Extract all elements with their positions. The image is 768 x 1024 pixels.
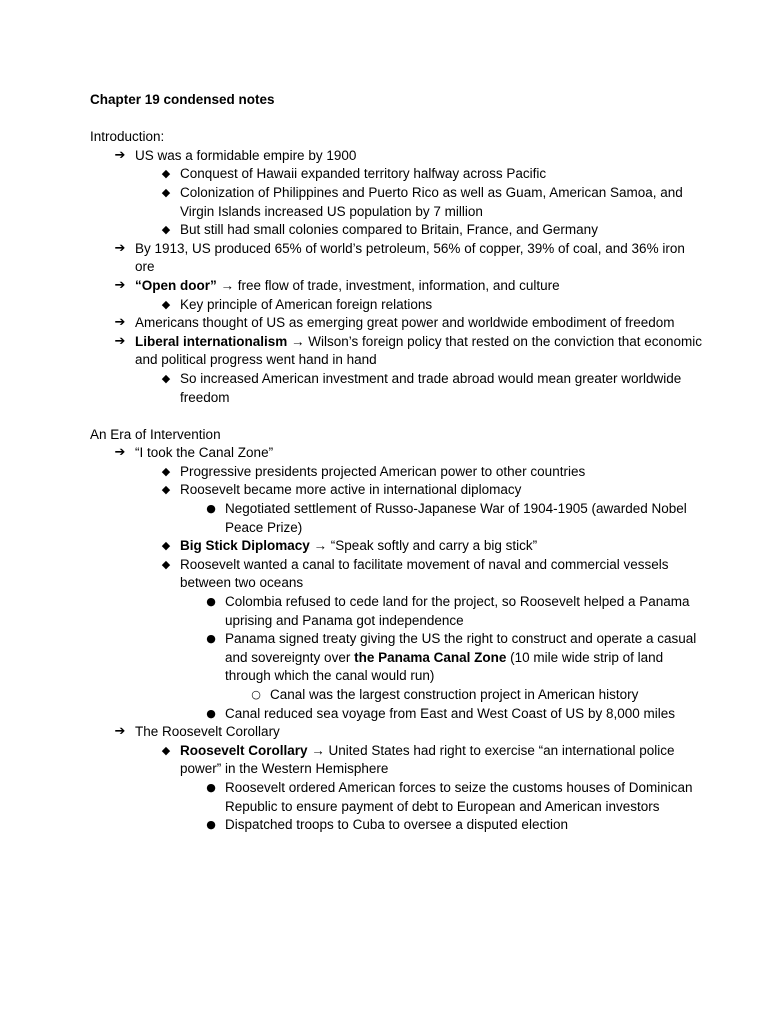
era-of-intervention-list: [90, 444, 708, 834]
circle-bullet-icon: ○: [251, 688, 261, 701]
section-heading-era-of-intervention: An Era of Intervention: [90, 426, 221, 442]
list-item: [90, 816, 708, 835]
item-text: Roosevelt wanted a canal to facilitate movement of naval and commercial vessels between two oceans: [180, 556, 669, 591]
list-item: [90, 779, 708, 816]
arrow-bullet-icon: ➔: [114, 333, 126, 349]
list-item: [90, 723, 708, 742]
dot-bullet-icon: ●: [206, 818, 216, 832]
list-item: [90, 593, 708, 630]
section-spacer: [90, 407, 708, 426]
item-text: → Wilson’s foreign policy that rested on the conviction that economic and political progress went hand in hand: [135, 333, 703, 368]
term-panama-canal-zone: the Panama Canal Zone: [354, 649, 507, 665]
diamond-bullet-icon: ◆: [161, 557, 171, 571]
list-item: [90, 314, 708, 333]
dot-bullet-icon: ●: [206, 595, 216, 609]
item-text: Negotiated settlement of Russo-Japanese War of 1904-1905 (awarded Nobel Peace Prize): [225, 501, 687, 535]
diamond-bullet-icon: ◆: [161, 743, 171, 757]
arrow-bullet-icon: ➔: [114, 277, 126, 293]
item-text: “I took the Canal Zone”: [135, 445, 274, 461]
list-item: [90, 742, 708, 779]
term-liberal-internationalism: Liberal internationalism: [135, 333, 288, 349]
item-text: Colombia refused to cede land for the project, so Roosevelt helped a Panama uprising and Panama got independence: [225, 594, 690, 628]
arrow-bullet-icon: ➔: [114, 147, 126, 163]
arrow-bullet-icon: ➔: [114, 240, 126, 256]
dot-bullet-icon: ●: [206, 780, 216, 794]
list-item: [90, 463, 708, 482]
diamond-bullet-icon: ◆: [161, 539, 171, 553]
item-text: Key principle of American foreign relations: [180, 296, 433, 312]
list-item: [90, 147, 708, 166]
dot-bullet-icon: ●: [206, 502, 216, 516]
item-text: → “Speak softly and carry a big stick”: [309, 538, 538, 554]
list-item: [90, 277, 708, 296]
list-item: [90, 500, 708, 537]
item-text: So increased American investment and trade abroad would mean greater worldwide freedom: [180, 370, 682, 405]
diamond-bullet-icon: ◆: [161, 167, 171, 181]
item-text: Progressive presidents projected American power to other countries: [180, 463, 586, 479]
list-item: [90, 370, 708, 407]
item-text: Americans thought of US as emerging great power and worldwide embodiment of freedom: [135, 315, 675, 331]
diamond-bullet-icon: ◆: [161, 371, 171, 385]
item-text: Colonization of Philippines and Puerto Rico as well as Guam, American Samoa, and Virgin Islands increased US population by 7 million: [180, 184, 683, 219]
list-item: [90, 221, 708, 240]
term-roosevelt-corollary: Roosevelt Corollary: [180, 742, 308, 758]
item-text: Conquest of Hawaii expanded territory halfway across Pacific: [180, 166, 547, 182]
introduction-list: [90, 147, 708, 407]
arrow-bullet-icon: ➔: [114, 724, 126, 740]
item-text: → United States had right to exercise “an international police power” in the Western Hemisphere: [180, 742, 675, 777]
diamond-bullet-icon: ◆: [161, 483, 171, 497]
diamond-bullet-icon: ◆: [161, 297, 171, 311]
list-item: [90, 333, 708, 370]
list-item: [90, 686, 708, 705]
section-heading-introduction: Introduction:: [90, 129, 165, 145]
item-text: But still had small colonies compared to Britain, France, and Germany: [180, 222, 598, 238]
diamond-bullet-icon: ◆: [161, 223, 171, 237]
diamond-bullet-icon: ◆: [161, 464, 171, 478]
item-text: US was a formidable empire by 1900: [135, 147, 357, 163]
list-item: [90, 537, 708, 556]
list-item: [90, 630, 708, 686]
item-text: Panama signed treaty giving the US the right to construct and operate a casual and sovereignty over: [225, 631, 697, 665]
list-item: [90, 184, 708, 221]
item-text: The Roosevelt Corollary: [135, 724, 280, 740]
item-text: (10 mile wide strip of land through which the canal would run): [225, 649, 664, 684]
list-item: [90, 165, 708, 184]
arrow-bullet-icon: ➔: [114, 445, 126, 461]
list-item: [90, 556, 708, 593]
item-text: Roosevelt ordered American forces to seize the customs houses of Dominican Republic to ensure payment of debt to European and American investors: [225, 779, 693, 814]
list-item: [90, 444, 708, 463]
arrow-bullet-icon: ➔: [114, 315, 126, 331]
item-text: Canal was the largest construction project in American history: [270, 687, 639, 702]
list-item: [90, 705, 708, 724]
item-text: Dispatched troops to Cuba to oversee a disputed election: [225, 817, 568, 833]
list-item: [90, 296, 708, 315]
term-open-door: “Open door”: [135, 277, 217, 293]
item-text: Roosevelt became more active in international diplomacy: [180, 482, 522, 498]
dot-bullet-icon: ●: [206, 632, 216, 646]
list-item: [90, 240, 708, 277]
item-text: Canal reduced sea voyage from East and West Coast of US by 8,000 miles: [225, 705, 675, 721]
document-title: Chapter 19 condensed notes: [90, 92, 275, 107]
term-big-stick-diplomacy: Big Stick Diplomacy: [180, 538, 310, 554]
item-text: By 1913, US produced 65% of world’s petroleum, 56% of copper, 39% of coal, and 36% iron ore: [135, 240, 685, 275]
dot-bullet-icon: ●: [206, 706, 216, 720]
item-text: → free flow of trade, investment, information, and culture: [216, 277, 560, 293]
diamond-bullet-icon: ◆: [161, 185, 171, 199]
list-item: [90, 481, 708, 500]
